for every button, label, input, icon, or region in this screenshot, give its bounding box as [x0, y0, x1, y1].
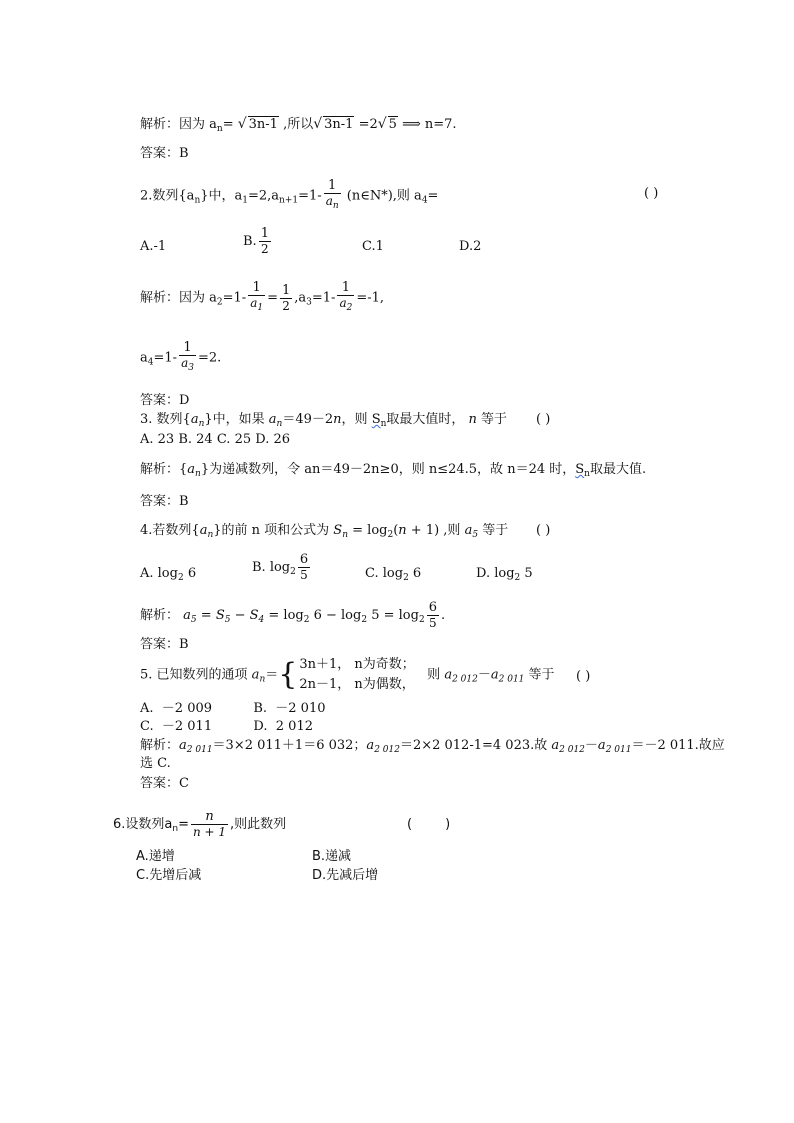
variable: a [251, 667, 260, 683]
denominator: n + 1 [193, 825, 227, 839]
variable: a [366, 738, 375, 753]
option-b [252, 552, 312, 587]
solution-text: ＝2×2 012-1=4 023.故 [399, 738, 552, 753]
subscript: 2 [290, 567, 296, 577]
stem-text: 等于 [476, 412, 508, 427]
question-2-options [140, 232, 166, 262]
question-2-solution-1 [140, 280, 384, 318]
answer-blank: ( ) [536, 523, 551, 538]
answer-blank: ( ) [407, 817, 451, 832]
subscript: 2 [303, 615, 310, 625]
subscript: 2 011 [186, 745, 213, 755]
variable: a [199, 523, 208, 538]
subscript: 2 [514, 573, 521, 583]
question-2-stem [140, 178, 438, 216]
denominator [179, 355, 196, 376]
variable: a [464, 523, 473, 538]
variable: a [190, 412, 199, 427]
answer-blank: ( ) [536, 412, 551, 427]
subscript: n [259, 674, 266, 685]
den-var: a [325, 194, 333, 208]
subscript: 2 012 [452, 674, 478, 685]
variable: S [249, 608, 259, 623]
subscript: n+1 [279, 195, 299, 206]
option-value: 6 [183, 566, 197, 581]
solution-text: = [222, 117, 238, 132]
solution-text: }为递减数列，令 an＝49－2n≥0，则 n≤24.5，故 n＝24 时， [200, 462, 576, 477]
option-a [140, 566, 196, 586]
subscript: 1 [257, 303, 264, 313]
variable: S [333, 523, 343, 538]
question-6-stem [113, 808, 286, 846]
option-c [365, 566, 421, 586]
subscript: n [194, 195, 201, 206]
subscript: n [584, 469, 590, 479]
variable: a [179, 738, 187, 753]
subscript: 3 [306, 297, 312, 308]
denominator: 2 [280, 298, 292, 314]
solution-text: = [196, 608, 216, 623]
option-c: C.1 [362, 239, 384, 254]
option-d: D.先减后增 [312, 868, 379, 883]
variable: n [333, 412, 342, 427]
question-3-stem [140, 412, 507, 432]
numerator: 1 [252, 280, 261, 295]
case-odd: 3n＋1， n为奇数； [299, 657, 415, 672]
numerator: n [205, 809, 214, 824]
subscript: 3 [188, 363, 194, 373]
stem-text: }中，如果 [204, 412, 269, 427]
variable: a [490, 667, 499, 683]
subscript: n [380, 419, 387, 429]
variable: a [183, 608, 191, 623]
solution-text: =-1, [356, 290, 385, 306]
question-5-options-row-2: C. －2 011 D. 2 012 [140, 719, 313, 734]
denominator: 5 [298, 567, 310, 583]
subscript: 2 011 [498, 674, 525, 685]
solution-text: = [267, 290, 278, 306]
subscript: 2 [216, 297, 223, 308]
subscript: 5 [190, 615, 197, 625]
solution-text: = log [264, 608, 304, 623]
subscript: 5 [472, 530, 479, 540]
fraction [280, 283, 292, 314]
stem-text: ，则 [341, 412, 372, 427]
subscript: n [172, 824, 179, 834]
question-3-solution [140, 462, 646, 482]
denominator [248, 295, 265, 316]
subscript: 4 [421, 195, 428, 206]
subscript: n [198, 419, 205, 429]
stem-text: ＝49－2 [282, 412, 334, 427]
stem-text: 等于 [478, 523, 509, 538]
subscript: 2 [346, 303, 353, 313]
subscript: 2 012 [559, 745, 585, 755]
question-4-stem [140, 523, 508, 543]
variable: a [187, 462, 196, 477]
numerator: 1 [260, 226, 269, 241]
variable: S [575, 462, 585, 477]
stem-text: + 1) ,则 [406, 523, 465, 538]
stem-text: 3. 数列{ [140, 412, 191, 427]
answer-line: 答案：D [140, 393, 190, 408]
option-value: 5 [520, 566, 533, 581]
option-d: D.2 [459, 239, 482, 254]
subscript: n [195, 469, 201, 479]
sn-term [372, 412, 387, 427]
solution-text: ＝3×2 011＋1＝6 032； [212, 738, 367, 753]
solution-line [140, 116, 457, 137]
den-var: a [250, 296, 258, 310]
option-value: 6 [408, 566, 422, 581]
answer-line: 答案：B [140, 146, 189, 161]
answer-line: 答案：B [140, 494, 189, 509]
numerator: 1 [183, 340, 192, 355]
stem-text: = [427, 188, 439, 204]
case-even: 2n－1， n为偶数， [299, 677, 415, 692]
subscript: n [342, 530, 348, 540]
stem-text: 6.设数列a [113, 817, 173, 832]
option-a: A.递增 [136, 849, 175, 864]
solution-text: 解析：{ [140, 462, 188, 477]
solution-text: ,所以 [278, 117, 314, 132]
subscript: n [276, 419, 283, 429]
subscript: n [207, 530, 214, 540]
denominator: 2 [259, 241, 271, 257]
question-4-solution [140, 600, 445, 635]
fraction [427, 600, 439, 631]
solution-text: ⟹ n=7. [397, 117, 457, 132]
numerator: 6 [428, 600, 437, 615]
piecewise-cases [299, 655, 414, 695]
question-3-options: A. 23 B. 24 C. 25 D. 26 [140, 432, 291, 447]
stem-text: 4.若数列{ [140, 523, 200, 538]
subscript: 2 [403, 573, 409, 583]
stem-text: 则 [427, 667, 445, 683]
subscript: 2 [361, 615, 368, 625]
option-label: D. log [476, 566, 515, 581]
solution-text: － [584, 738, 598, 753]
solution-text: ＝－2 011.故应 [631, 738, 725, 753]
subscript: 2 012 [374, 745, 400, 755]
solution-text: 6 − log [309, 608, 362, 623]
answer-line: 答案：C [140, 776, 189, 791]
stem-text: ＝ [265, 667, 279, 683]
question-5-options-row-1: A. －2 009 B. －2 010 [140, 701, 326, 716]
subscript: n [332, 201, 339, 211]
solution-text: =1- [153, 350, 178, 366]
subscript: 4 [147, 357, 154, 368]
radical-sign: √ [313, 116, 323, 132]
subscript: n [216, 124, 223, 134]
subscript: 5 [224, 615, 231, 625]
sn-term [575, 462, 590, 477]
stem-text: }的前 n 项和公式为 [213, 523, 334, 538]
stem-text: (n∈N*),则 a [346, 188, 422, 204]
subscript: 1 [242, 195, 248, 206]
stem-text: = log [348, 523, 388, 538]
stem-text: ( [393, 523, 399, 538]
numerator: 1 [328, 178, 337, 193]
numerator: 6 [299, 552, 309, 567]
variable: n [398, 523, 407, 538]
option-a: A.-1 [140, 239, 167, 254]
option-b: B.递减 [312, 849, 352, 864]
stem-text: 等于 [524, 667, 555, 683]
fraction [298, 552, 310, 583]
denominator [324, 193, 341, 214]
numerator: 1 [341, 280, 351, 295]
solution-text: − [230, 608, 250, 623]
stem-text: = [178, 817, 189, 832]
fraction [259, 226, 271, 257]
left-brace: { [278, 657, 298, 692]
stem-text: 取最大值时， [386, 412, 469, 427]
solution-text: . [440, 608, 446, 623]
stem-text: =2,a [248, 188, 280, 204]
fraction [337, 280, 354, 316]
variable: a [597, 738, 606, 753]
radicand: 5 [388, 117, 397, 132]
option-label: B. log [252, 560, 291, 575]
answer-blank: ( ) [644, 186, 659, 201]
fraction [179, 340, 196, 376]
subscript: 2 011 [605, 745, 632, 755]
stem-text: 2.数列{a [140, 188, 195, 204]
den-var: a [181, 356, 189, 370]
variable: a [268, 412, 277, 427]
stem-text: 5. 已知数列的通项 [140, 667, 252, 683]
variable: S [371, 412, 381, 427]
subscript: 2 [177, 573, 184, 583]
option-label: A. log [140, 566, 178, 581]
den-var: a [339, 296, 347, 310]
option-c: C.先增后减 [136, 868, 202, 883]
subscript: 4 [258, 615, 265, 625]
variable: a [444, 667, 453, 683]
option-d [476, 566, 533, 586]
solution-text: =2 [354, 117, 378, 132]
fraction [191, 809, 228, 840]
numerator: 1 [281, 282, 291, 298]
stem-text: － [477, 667, 491, 683]
solution-text: =1- [222, 290, 247, 306]
variable: n [468, 412, 477, 427]
solution-text: 5 = log [367, 608, 419, 623]
solution-text: 解析： [140, 738, 180, 753]
stem-text: =1- [298, 188, 322, 204]
denominator: 5 [427, 615, 439, 631]
option-label: B. [243, 234, 257, 249]
solution-text: 取最大值. [589, 462, 647, 477]
option-b [243, 226, 273, 257]
stem-text: ,则此数列 [230, 817, 287, 832]
solution-text: =2. [197, 350, 222, 366]
solution-text: 解析： [140, 608, 184, 623]
question-5-solution-cont: 选 C. [140, 756, 171, 771]
solution-text: a [140, 350, 148, 366]
question-5-stem [140, 655, 555, 700]
question-5-solution [140, 738, 725, 758]
variable: a [551, 738, 560, 753]
fraction [248, 280, 265, 316]
answer-blank: ( ) [576, 669, 591, 684]
answer-line: 答案：B [140, 637, 189, 652]
fraction [324, 178, 341, 214]
solution-text: 解析：因为 a [140, 117, 217, 132]
solution-text: 解析：因为 a [140, 290, 217, 306]
stem-text: }中，a [200, 188, 243, 204]
radicand: 3n-1 [248, 117, 278, 132]
radical-sign: √ [237, 116, 247, 132]
question-2-solution-2 [140, 340, 221, 378]
variable: S [215, 608, 225, 623]
option-label: C. log [365, 566, 404, 581]
subscript: 2 [387, 530, 394, 540]
denominator [337, 295, 354, 316]
radicand: 3n-1 [324, 117, 354, 132]
subscript: 2 [418, 615, 425, 625]
solution-text: =1- [311, 290, 336, 306]
solution-text: ,a [294, 290, 307, 306]
radical-sign: √ [377, 116, 387, 132]
